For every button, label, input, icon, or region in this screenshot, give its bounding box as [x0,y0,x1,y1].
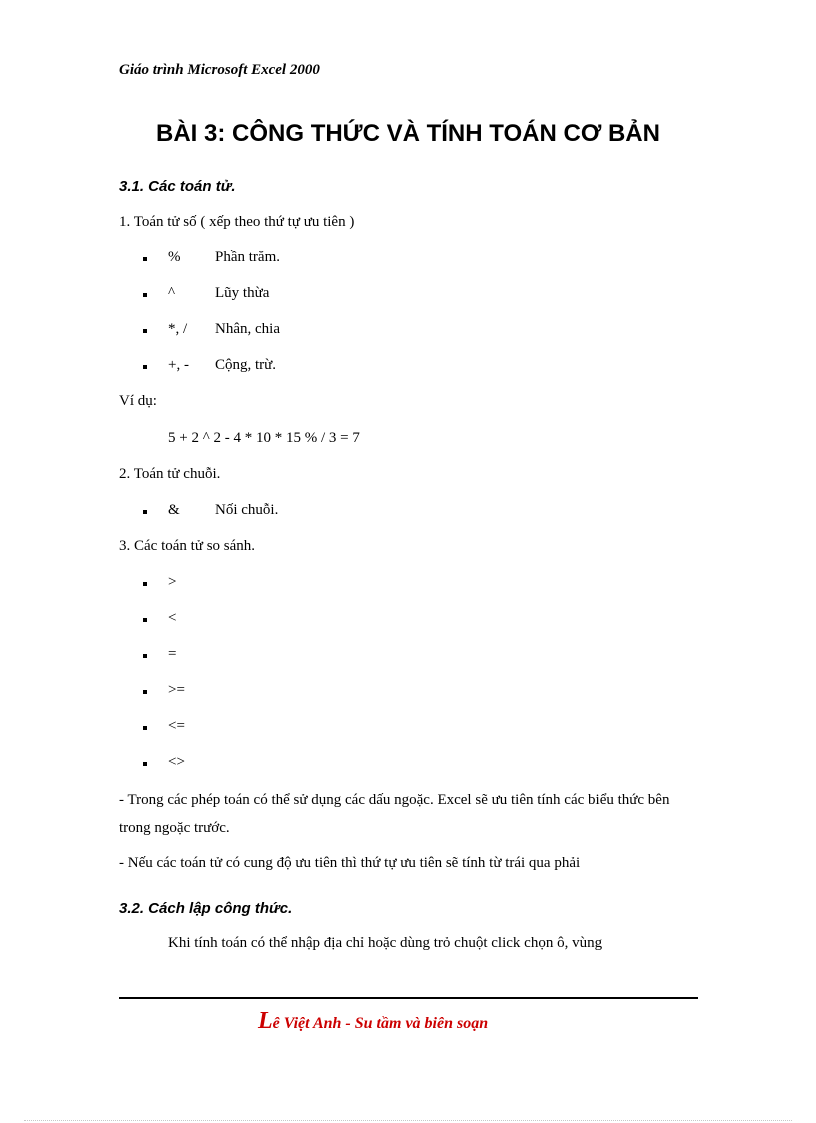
bullet-icon [143,365,147,369]
bullet-icon [143,618,147,622]
operator-symbol: < [168,610,177,626]
footer-credit [258,1008,488,1035]
example-expression: 5 + 2 ^ 2 - 4 * 10 * 15 % / 3 = 7 [168,430,360,446]
bullet-icon [143,329,147,333]
operator-symbol: ^ [168,285,176,301]
operator-symbol: +, - [168,357,189,373]
operator-description: Nhân, chia [215,321,280,337]
operator-symbol: *, / [168,321,188,337]
section-body-text: Khi tính toán có thể nhập địa chỉ hoặc dùng trỏ chuột click chọn ô, vùng [168,935,603,951]
subheading-numeric-operators: 1. Toán tử số ( xếp theo thứ tự ưu tiên ) [119,214,355,230]
section-heading-3-1: 3.1. Các toán tử. [119,178,236,195]
subheading-comparison-operators: 3. Các toán tử so sánh. [119,538,256,554]
section-heading-3-2: 3.2. Cách lập công thức. [119,900,293,917]
header-note: Giáo trình Microsoft Excel 2000 [119,62,320,78]
bullet-icon [143,762,147,766]
bullet-icon [143,257,147,261]
operator-description: Phần trăm. [215,249,280,265]
bullet-icon [143,293,147,297]
operator-description: Nối chuỗi. [215,502,279,518]
operator-symbol: % [168,249,181,265]
page-title: BÀI 3: CÔNG THỨC VÀ TÍNH TOÁN CƠ BẢN [156,120,660,147]
operator-symbol: & [168,502,180,518]
example-label: Ví dụ: [119,393,157,409]
footer-divider [119,997,698,999]
operator-symbol: <> [168,754,185,770]
page-edge-divider [24,1120,792,1121]
operator-symbol: <= [168,718,185,734]
operator-description: Lũy thừa [215,285,270,301]
operator-description: Cộng, trừ. [215,357,277,373]
operator-symbol: >= [168,682,185,698]
note-parentheses: - Trong các phép toán có thể sử dụng các dấu ngoặc. Excel sẽ ưu tiên tính các biểu thức bên trong ngoặc trước. [119,792,670,836]
bullet-icon [143,510,147,514]
bullet-icon [143,726,147,730]
subheading-string-operators: 2. Toán tử chuỗi. [119,466,221,482]
bullet-icon [143,654,147,658]
operator-symbol: > [168,574,177,590]
bullet-icon [143,582,147,586]
operator-symbol: = [168,646,177,662]
note-precedence: - Nếu các toán tử có cung độ ưu tiên thì thứ tự ưu tiên sẽ tính từ trái qua phải [119,855,581,871]
footer-credit-text: ê Việt Anh - Su tầm và biên soạn [272,1015,489,1032]
footer-initial: L [258,1008,273,1034]
bullet-icon [143,690,147,694]
